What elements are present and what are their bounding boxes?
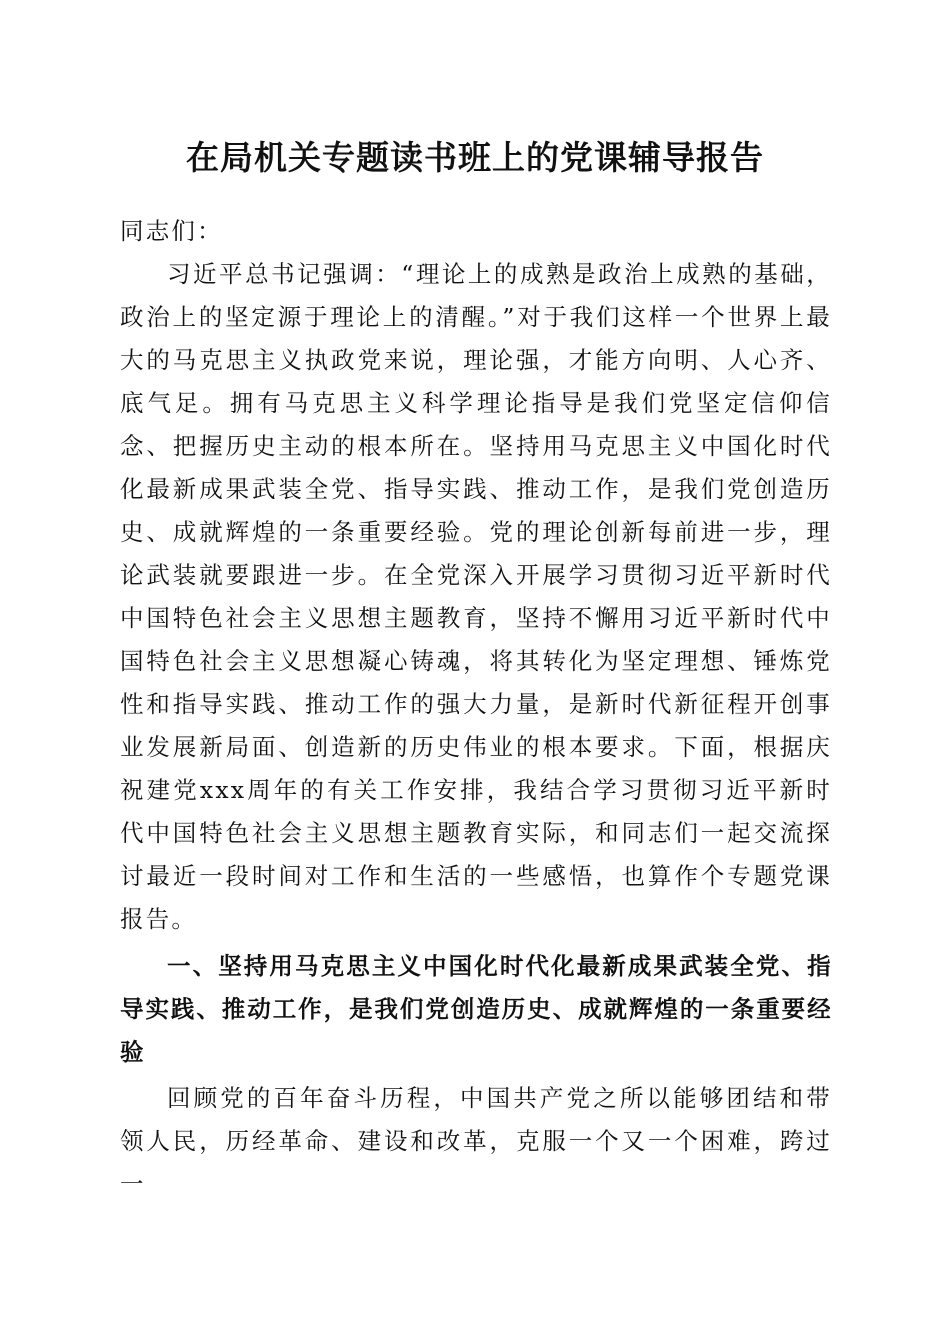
document-title: 在局机关专题读书班上的党课辅导报告 [186, 138, 764, 177]
intro-paragraph: 习近平总书记强调：“理论上的成熟是政治上成熟的基础，政治上的坚定源于理论上的清醒。”对于我们这样一个世界上最大的马克思主义执政党来说，理论强，才能方向明、人心齐、底气足。拥有马克思主义科学理论指导是我们党坚定信仰信念、把握历史主动的根本所在。坚持用马克思主义中国化时代化最新成果武装全党、指导实践、推动工作，是我们党创造历史、成就辉煌的一条重要经验。党的理论创新每前进一步，理论武装就要跟进一步。在全党深入开展学习贯彻习近平新时代中国特色社会主义思想主题教育，坚持不懈用习近平新时代中国特色社会主义思想凝心铸魂，将其转化为坚定理想、锤炼党性和指导实践、推动工作的强大力量，是新时代新征程开创事业发展新局面、创造新的历史伟业的根本要求。下面，根据庆祝建党xxx周年的有关工作安排，我结合学习贯彻习近平新时代中国特色社会主义思想主题教育实际，和同志们一起交流探讨最近一段时间对工作和生活的一些感悟，也算作个专题党课报告。 [120, 260, 832, 933]
section-1-paragraph: 回顾党的百年奋斗历程，中国共产党之所以能够团结和带领人民，历经革命、建设和改革，克服一个又一个困难，跨过一 [120, 1084, 832, 1198]
section-heading-1: 一、坚持用马克思主义中国化时代化最新成果武装全党、指导实践、推动工作，是我们党创造历史、成就辉煌的一条重要经验 [120, 952, 832, 1066]
salutation: 同志们： [120, 217, 223, 245]
